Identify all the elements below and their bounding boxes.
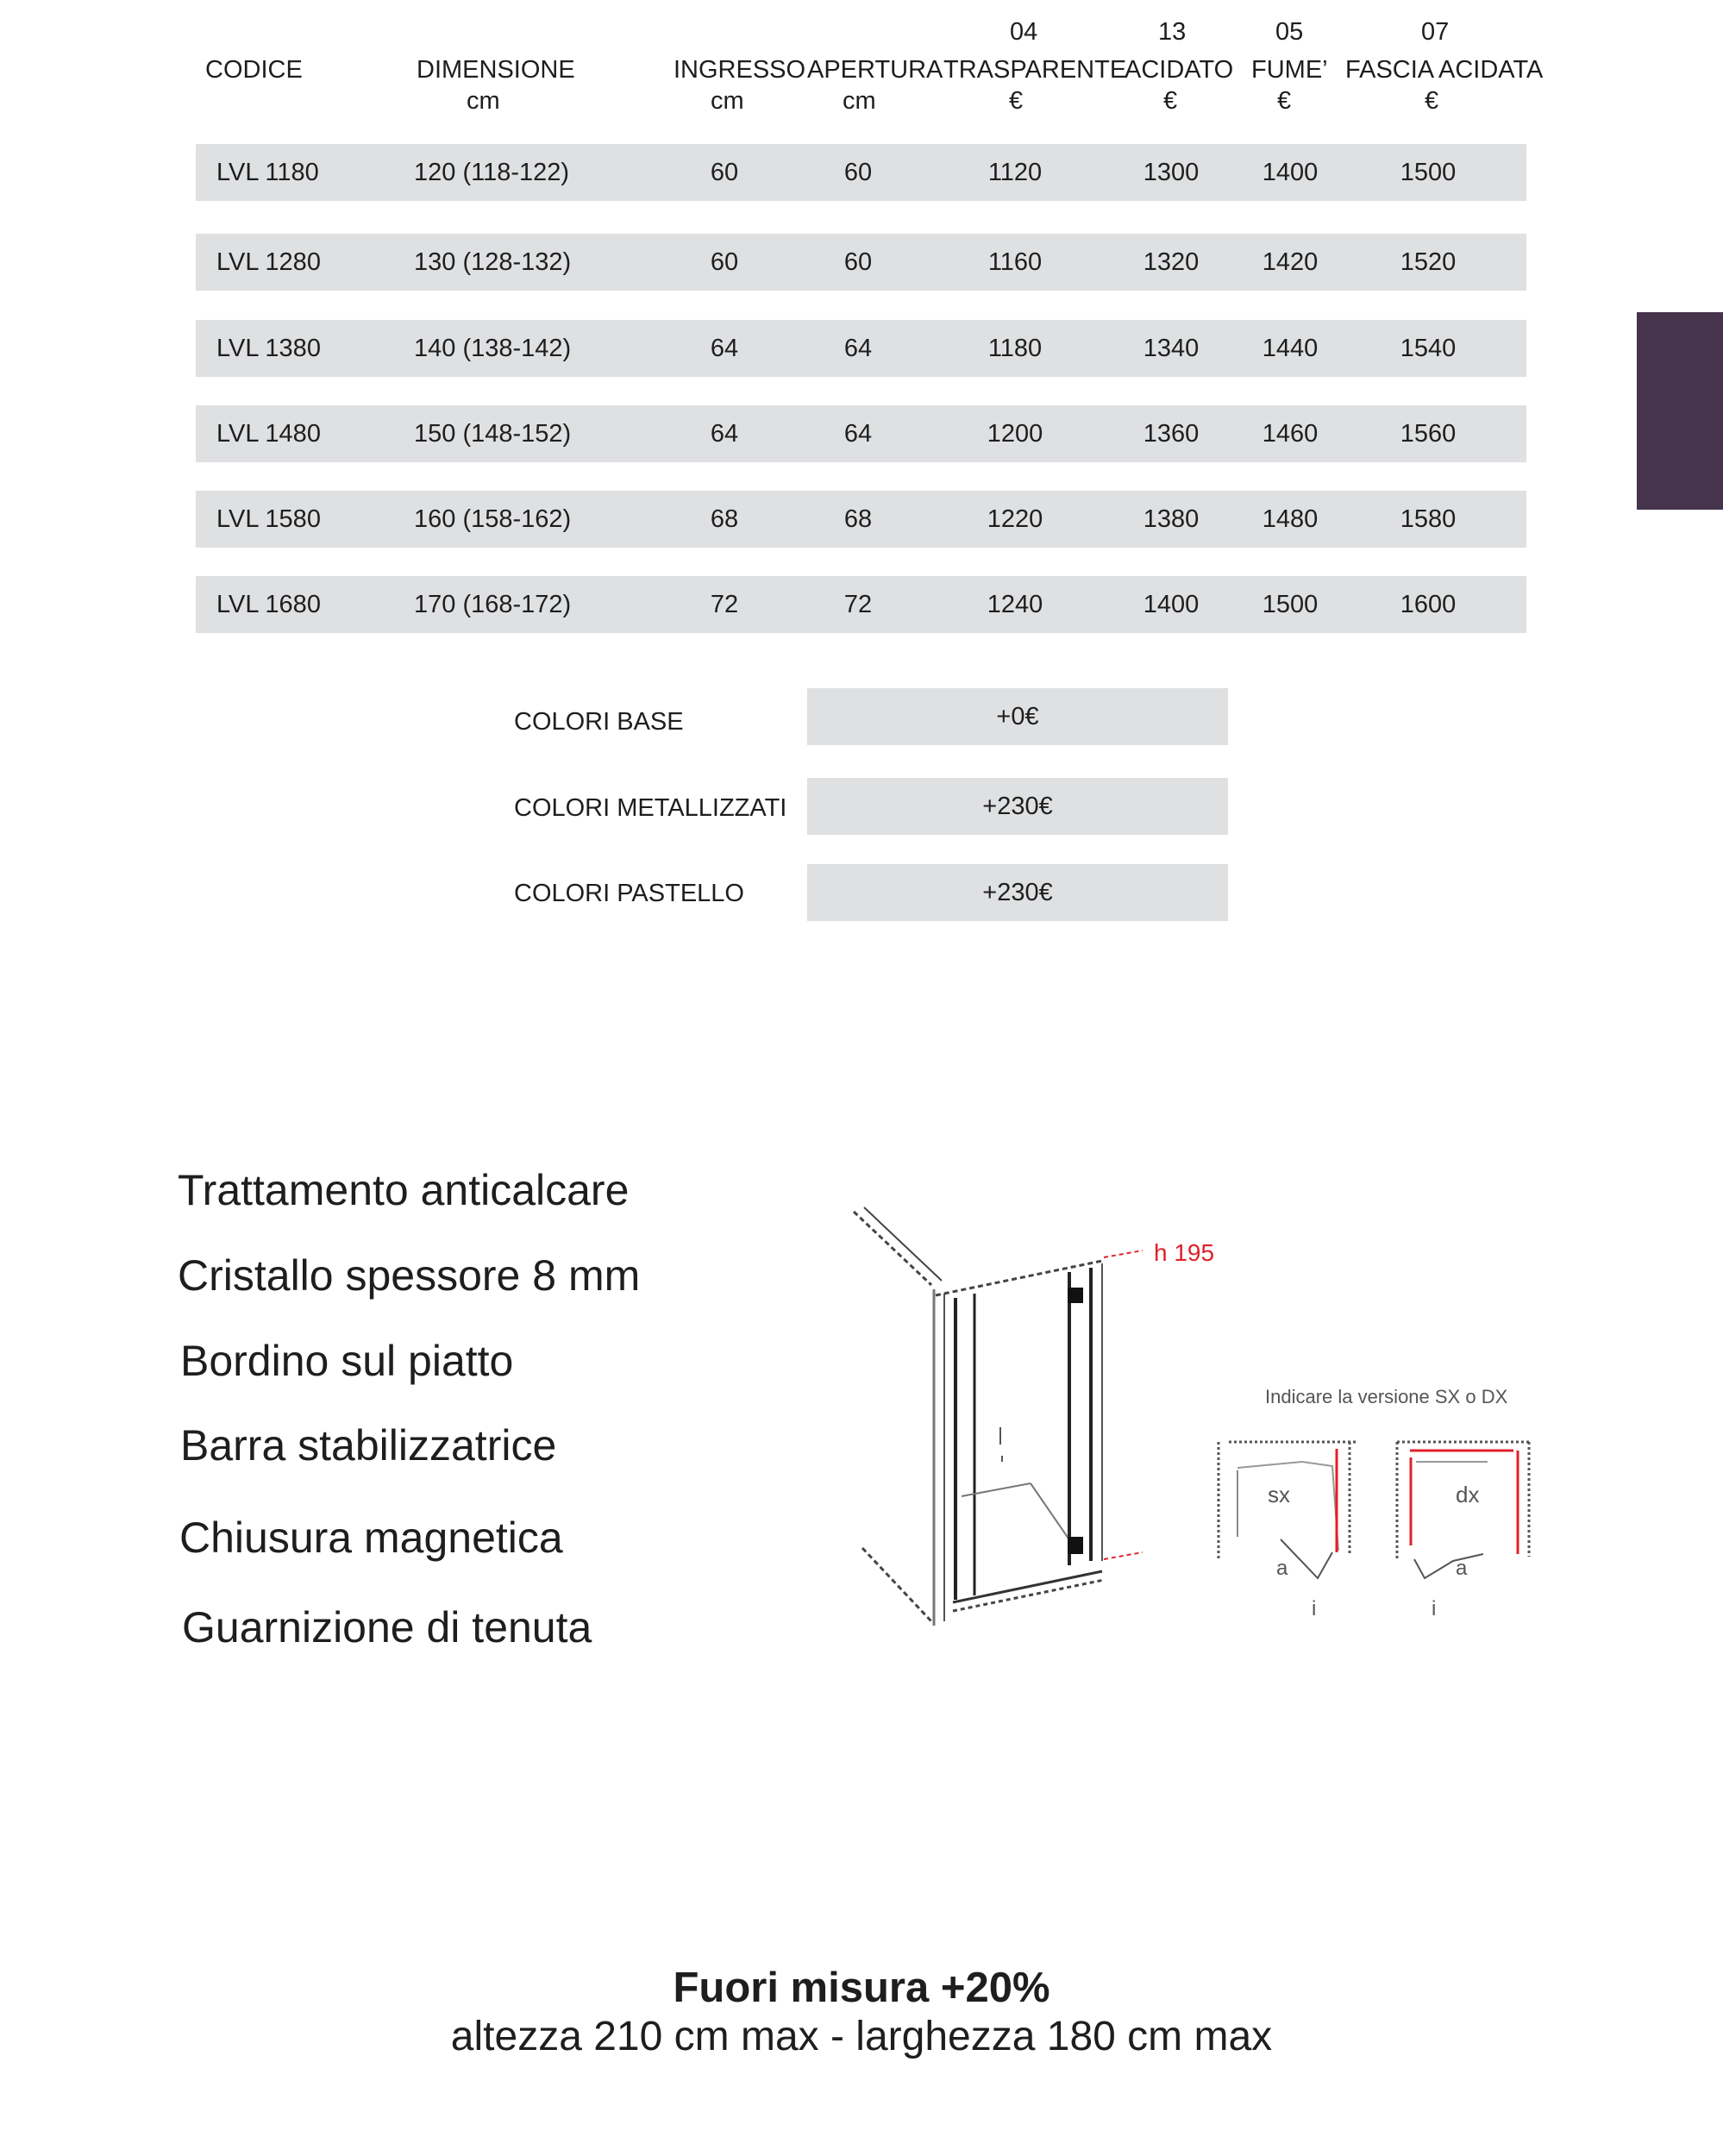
header-trasparente: TRASPARENTE [943,56,1127,84]
cell-fascia: 1540 [1400,335,1457,362]
feature-item: Trattamento anticalcare [178,1166,630,1214]
cell-dimensione: 140 (138-142) [414,335,572,362]
feature-item: Guarnizione di tenuta [182,1603,592,1651]
cell-ingresso: 60 [710,248,739,276]
color-price: +0€ [807,688,1228,745]
hinge-top [1068,1288,1083,1303]
version-note: Indicare la versione SX o DX [1265,1386,1508,1407]
header-trasparente-code: 04 [1010,18,1038,46]
cell-acidato: 1380 [1143,505,1200,533]
cell-acidato: 1340 [1143,335,1200,362]
cell-fume: 1420 [1262,248,1319,276]
out-of-size-limits: altezza 210 cm max - larghezza 180 cm max [450,2014,1273,2059]
table-row [196,234,1526,291]
header-fascia-unit: € [1425,87,1439,115]
header-apertura-unit: cm [843,87,876,115]
color-label: COLORI PASTELLO [514,880,744,907]
feature-item: Barra stabilizzatrice [180,1421,557,1470]
cell-codice: LVL 1180 [216,159,319,186]
cell-fume: 1400 [1262,159,1319,186]
header-acidato-unit: € [1163,87,1178,115]
out-of-size-title: Fuori misura +20% [673,1965,1050,2011]
table-row [196,405,1526,462]
cell-trasparente: 1120 [987,159,1043,186]
header-fascia-code: 07 [1421,18,1450,46]
header-fume-code: 05 [1275,18,1304,46]
header-acidato: ACIDATO [1125,56,1234,84]
shower-enclosure-drawing [854,1207,1104,1626]
header-fascia: FASCIA ACIDATA [1345,56,1544,84]
cell-fume: 1460 [1262,420,1319,448]
plan-sx-a: a [1276,1557,1288,1580]
cell-trasparente: 1240 [987,591,1043,618]
color-price: +230€ [807,778,1228,835]
plan-dx-i: i [1432,1597,1437,1620]
table-row [196,320,1526,377]
cell-trasparente: 1160 [987,248,1043,276]
plan-sx [1219,1442,1358,1620]
cell-codice: LVL 1580 [216,505,321,533]
cell-fascia: 1560 [1400,420,1457,448]
plan-dx [1397,1442,1531,1620]
cell-ingresso: 64 [710,335,739,362]
cell-codice: LVL 1380 [216,335,321,362]
cell-fascia: 1600 [1400,591,1457,618]
header-ingresso: INGRESSO [674,56,806,84]
hinge-bottom [1068,1537,1083,1554]
cell-fume: 1440 [1262,335,1319,362]
header-ingresso-unit: cm [711,87,744,115]
cell-codice: LVL 1480 [216,420,321,448]
feature-item: Cristallo spessore 8 mm [178,1251,641,1300]
cell-apertura: 60 [843,248,873,276]
plan-dx-label: dx [1456,1482,1480,1507]
table-row [196,576,1526,633]
plan-sx-i: i [1312,1597,1317,1620]
section-tab-marker [1637,312,1723,510]
cell-acidato: 1300 [1143,159,1200,186]
header-fume-unit: € [1277,87,1292,115]
cell-apertura: 64 [843,335,873,362]
feature-item: Chiusura magnetica [179,1514,563,1562]
cell-dimensione: 120 (118-122) [414,159,570,186]
header-trasparente-unit: € [1009,87,1024,115]
header-apertura: APERTURA [807,56,943,84]
cell-apertura: 72 [843,591,873,618]
plan-dx-a: a [1456,1557,1468,1580]
cell-codice: LVL 1680 [216,591,321,618]
header-dimensione: DIMENSIONE [417,56,575,84]
cell-ingresso: 68 [710,505,739,533]
color-label: COLORI METALLIZZATI [514,794,787,822]
shower-door-diagram [845,1199,1552,1647]
header-dimensione-unit: cm [467,87,500,115]
header-codice: CODICE [205,56,303,84]
header-fume: FUME’ [1251,56,1328,84]
cell-dimensione: 170 (168-172) [414,591,572,618]
cell-acidato: 1360 [1143,420,1200,448]
cell-apertura: 68 [843,505,873,533]
cell-dimensione: 150 (148-152) [414,420,572,448]
color-price: +230€ [807,864,1228,921]
color-label: COLORI BASE [514,708,684,736]
header-acidato-code: 13 [1158,18,1187,46]
cell-codice: LVL 1280 [216,248,321,276]
cell-acidato: 1320 [1143,248,1200,276]
cell-fume: 1480 [1262,505,1319,533]
cell-apertura: 64 [843,420,873,448]
height-dimension-marker [1104,1250,1143,1559]
cell-trasparente: 1220 [987,505,1043,533]
cell-trasparente: 1200 [987,420,1043,448]
cell-trasparente: 1180 [987,335,1043,362]
cell-fascia: 1580 [1400,505,1457,533]
cell-dimensione: 130 (128-132) [414,248,572,276]
height-label: h 195 [1154,1239,1215,1266]
table-row [196,491,1526,548]
cell-ingresso: 60 [710,159,739,186]
cell-ingresso: 72 [710,591,739,618]
cell-fume: 1500 [1262,591,1319,618]
cell-fascia: 1500 [1400,159,1457,186]
table-row [196,144,1526,201]
cell-acidato: 1400 [1143,591,1200,618]
plan-sx-label: sx [1268,1482,1290,1507]
feature-item: Bordino sul piatto [180,1337,514,1385]
cell-apertura: 60 [843,159,873,186]
cell-dimensione: 160 (158-162) [414,505,572,533]
cell-ingresso: 64 [710,420,739,448]
cell-fascia: 1520 [1400,248,1457,276]
